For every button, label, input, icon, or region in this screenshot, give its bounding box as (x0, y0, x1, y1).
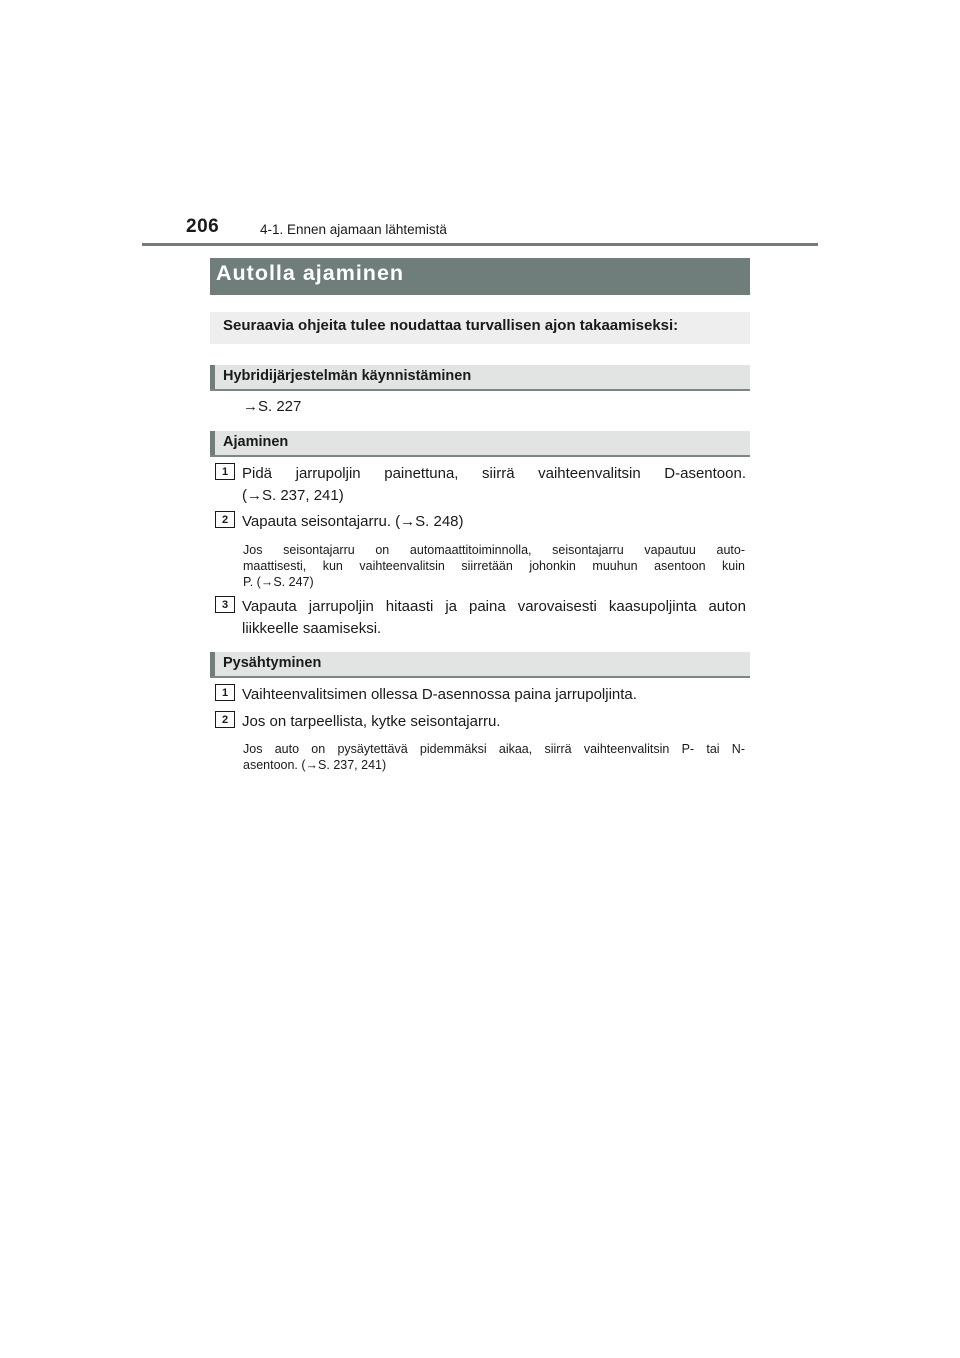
section-accent (210, 652, 215, 676)
page-title: Autolla ajaminen (216, 261, 405, 285)
step-text: Vaihteenvalitsimen ollessa D-asennossa paina jarrupoljinta. (242, 686, 637, 703)
step-note: asentoon. (→S. 237, 241) (243, 758, 387, 772)
step-number-badge: 2 (215, 511, 235, 528)
section-heading-stopping (210, 652, 750, 678)
section-accent (210, 365, 215, 389)
header-divider (142, 243, 818, 246)
step-number-badge: 1 (215, 463, 235, 480)
intro-text: Seuraavia ohjeita tulee noudattaa turvallisen ajon takaamiseksi: (223, 317, 679, 334)
section-heading-text: Pysähtyminen (223, 655, 322, 671)
intro-box (210, 312, 750, 344)
step-note: Jos seisontajarru on automaattitoiminnolla, seisontajarru vapautuu auto- (243, 543, 745, 557)
page-number: 206 (186, 216, 220, 237)
page-title-bar (210, 258, 750, 295)
step-text-continued: (→S. 237, 241) (242, 487, 344, 504)
step-text-continued: liikkeelle saamiseksi. (242, 620, 382, 637)
section-heading-driving (210, 431, 750, 457)
step-number-badge: 1 (215, 684, 235, 701)
section-heading-text: Ajaminen (223, 434, 289, 450)
step-number-badge: 2 (215, 711, 235, 728)
section-accent (210, 431, 215, 455)
step-note: maattisesti, kun vaihteenvalitsin siirretään johonkin muuhun asentoon kuin (243, 559, 745, 573)
step-text: Vapauta jarrupoljin hitaasti ja paina varovaisesti kaasupoljinta auton (242, 598, 746, 615)
section-heading-start (210, 365, 750, 391)
step-text: Jos on tarpeellista, kytke seisontajarru. (242, 713, 501, 730)
page-reference-link[interactable]: →S. 227 (243, 398, 302, 415)
step-text: Pidä jarrupoljin painettuna, siirrä vaihteenvalitsin D-asentoon. (242, 465, 746, 482)
step-text: Vapauta seisontajarru. (→S. 248) (242, 513, 464, 530)
step-number-badge: 3 (215, 596, 235, 613)
section-heading-text: Hybridijärjestelmän käynnistäminen (223, 368, 472, 384)
step-note: Jos auto on pysäytettävä pidemmäksi aikaa, siirrä vaihteenvalitsin P- tai N- (243, 742, 745, 756)
chapter-title: 4-1. Ennen ajamaan lähtemistä (260, 222, 447, 237)
step-note: P. (→S. 247) (243, 575, 314, 589)
